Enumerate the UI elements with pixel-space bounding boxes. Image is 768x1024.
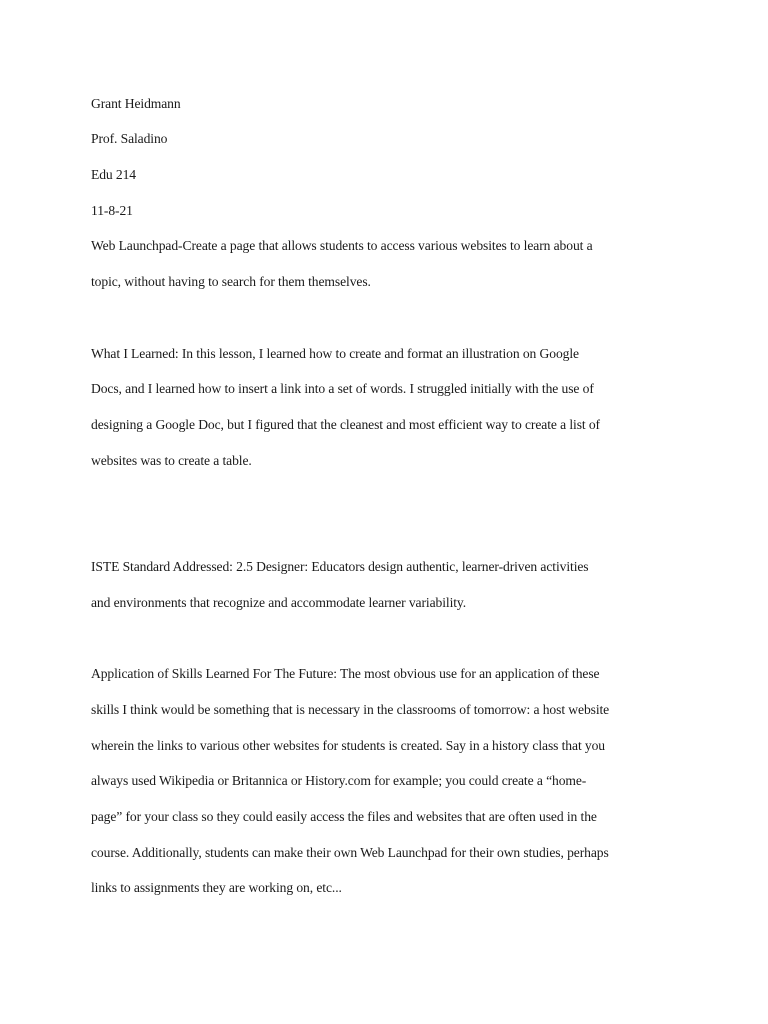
- paragraph-line: topic, without having to search for them themselves.: [91, 274, 371, 289]
- paragraph-line: always used Wikipedia or Britannica or History.com for example; you could create a “home-: [91, 773, 587, 788]
- paragraph-line: Application of Skills Learned For The Future: The most obvious use for an application of these: [91, 666, 600, 681]
- paragraph-line: links to assignments they are working on, etc...: [91, 880, 342, 895]
- paragraph-line: Web Launchpad-Create a page that allows students to access various websites to learn about a: [91, 238, 593, 253]
- paragraph-line: course. Additionally, students can make their own Web Launchpad for their own studies, perhaps: [91, 845, 609, 860]
- course-code: Edu 214: [91, 167, 136, 182]
- document-date: 11-8-21: [91, 203, 133, 218]
- paragraph-line: skills I think would be something that is necessary in the classrooms of tomorrow: a host website: [91, 702, 610, 717]
- paragraph-line: websites was to create a table.: [91, 453, 252, 468]
- paragraph-line: wherein the links to various other websites for students is created. Say in a history class that you: [91, 738, 606, 753]
- paragraph-line: Docs, and I learned how to insert a link into a set of words. I struggled initially with the use of: [91, 381, 594, 396]
- author-name: Grant Heidmann: [91, 96, 181, 111]
- paragraph-line: What I Learned: In this lesson, I learned how to create and format an illustration on Google: [91, 346, 579, 361]
- paragraph-line: page” for your class so they could easily access the files and websites that are often used in the: [91, 809, 597, 824]
- professor-name: Prof. Saladino: [91, 131, 168, 146]
- paragraph-line: designing a Google Doc, but I figured that the cleanest and most efficient way to create a list of: [91, 417, 600, 432]
- paragraph-line: and environments that recognize and accommodate learner variability.: [91, 595, 467, 610]
- paragraph-line: ISTE Standard Addressed: 2.5 Designer: Educators design authentic, learner-driven activities: [91, 559, 589, 574]
